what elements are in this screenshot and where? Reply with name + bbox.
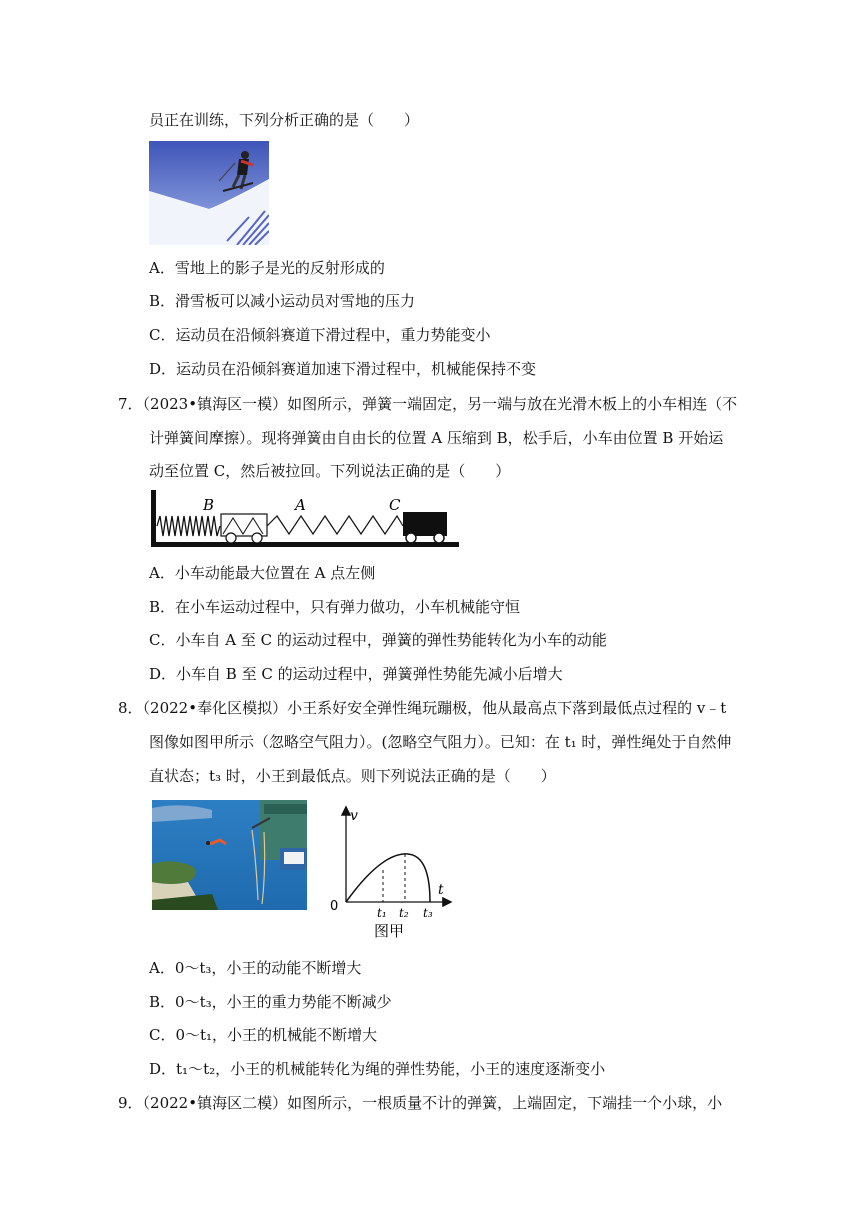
skier-photo	[149, 141, 269, 245]
q6-stem-tail: 员正在训练，下列分析正确的是（ ）	[149, 111, 420, 129]
q8-stem-line-2: 图像如图甲所示（忽略空气阻力）。(忽略空气阻力）。已知：在 t₁ 时，弹性绳处于自然伸	[149, 733, 732, 751]
q8-stem-line-3: 直状态；t₃ 时，小王到最低点。则下列说法正确的是（ ）	[149, 767, 556, 785]
q6-option-b: B．滑雪板可以减小运动员对雪地的压力	[149, 292, 416, 310]
q7-option-a: A．小车动能最大位置在 A 点左侧	[149, 564, 376, 582]
q8-option-d: D．t₁～t₂，小王的机械能转化为绳的弹性势能，小王的速度逐渐变小	[149, 1060, 606, 1078]
compressed-spring	[157, 516, 220, 536]
t2-tick-label: t₂	[399, 906, 409, 920]
q6-option-a: A．雪地上的影子是光的反射形成的	[149, 259, 385, 277]
v-label: v	[350, 808, 358, 824]
q8-option-a: A．0～t₃，小王的动能不断增大	[149, 959, 362, 977]
vt-graph	[326, 800, 456, 942]
q7-stem-line-1: 7．（2023•镇海区一模）如图所示，弹簧一端固定，另一端与放在光滑木板上的小车相连（不	[118, 395, 738, 413]
t-label: t	[438, 882, 444, 898]
q7-option-c: C．小车自 A 至 C 的运动过程中，弹簧的弹性势能转化为小车的动能	[149, 631, 607, 649]
q8-option-c: C．0～t₁，小王的机械能不断增大	[149, 1026, 378, 1044]
t1-tick-label: t₁	[377, 906, 387, 920]
label-b: B	[203, 496, 215, 514]
graph-caption: 图甲	[374, 922, 405, 940]
q6-option-c: C．运动员在沿倾斜赛道下滑过程中，重力势能变小	[149, 326, 491, 344]
extended-spring	[267, 516, 403, 534]
q7-option-b: B．在小车运动过程中，只有弹力做功，小车机械能守恒	[149, 598, 521, 616]
q6-option-d: D．运动员在沿倾斜赛道加速下滑过程中，机械能保持不变	[149, 360, 537, 378]
label-c: C	[389, 496, 401, 514]
fixed-wall	[151, 490, 156, 546]
q8-stem-line-1: 8．（2022•奉化区模拟）小王系好安全弹性绳玩蹦极，他从最高点下落到最低点过程的 v﹣t	[118, 699, 727, 717]
q7-stem-line-2: 计弹簧间摩擦）。现将弹簧由自由长的位置 A 压缩到 B，松手后，小车由位置 B 开始运	[149, 429, 724, 447]
bungee-photo	[152, 800, 307, 910]
vt-curve	[346, 854, 430, 902]
label-a: A	[295, 496, 306, 514]
origin-label: 0	[330, 899, 339, 914]
q7-option-d: D．小车自 B 至 C 的运动过程中，弹簧弹性势能先减小后增大	[149, 665, 563, 683]
q9-stem-line-1: 9．（2022•镇海区二模）如图所示，一根质量不计的弹簧，上端固定，下端挂一个小球，小	[118, 1094, 723, 1112]
q7-stem-line-3: 动至位置 C，然后被拉回。下列说法正确的是（ ）	[149, 462, 511, 480]
spring-cart-diagram	[149, 490, 461, 552]
cart-at-c	[403, 512, 447, 536]
q8-option-b: B．0～t₃，小王的重力势能不断减少	[149, 993, 392, 1011]
t3-tick-label: t₃	[423, 906, 433, 920]
